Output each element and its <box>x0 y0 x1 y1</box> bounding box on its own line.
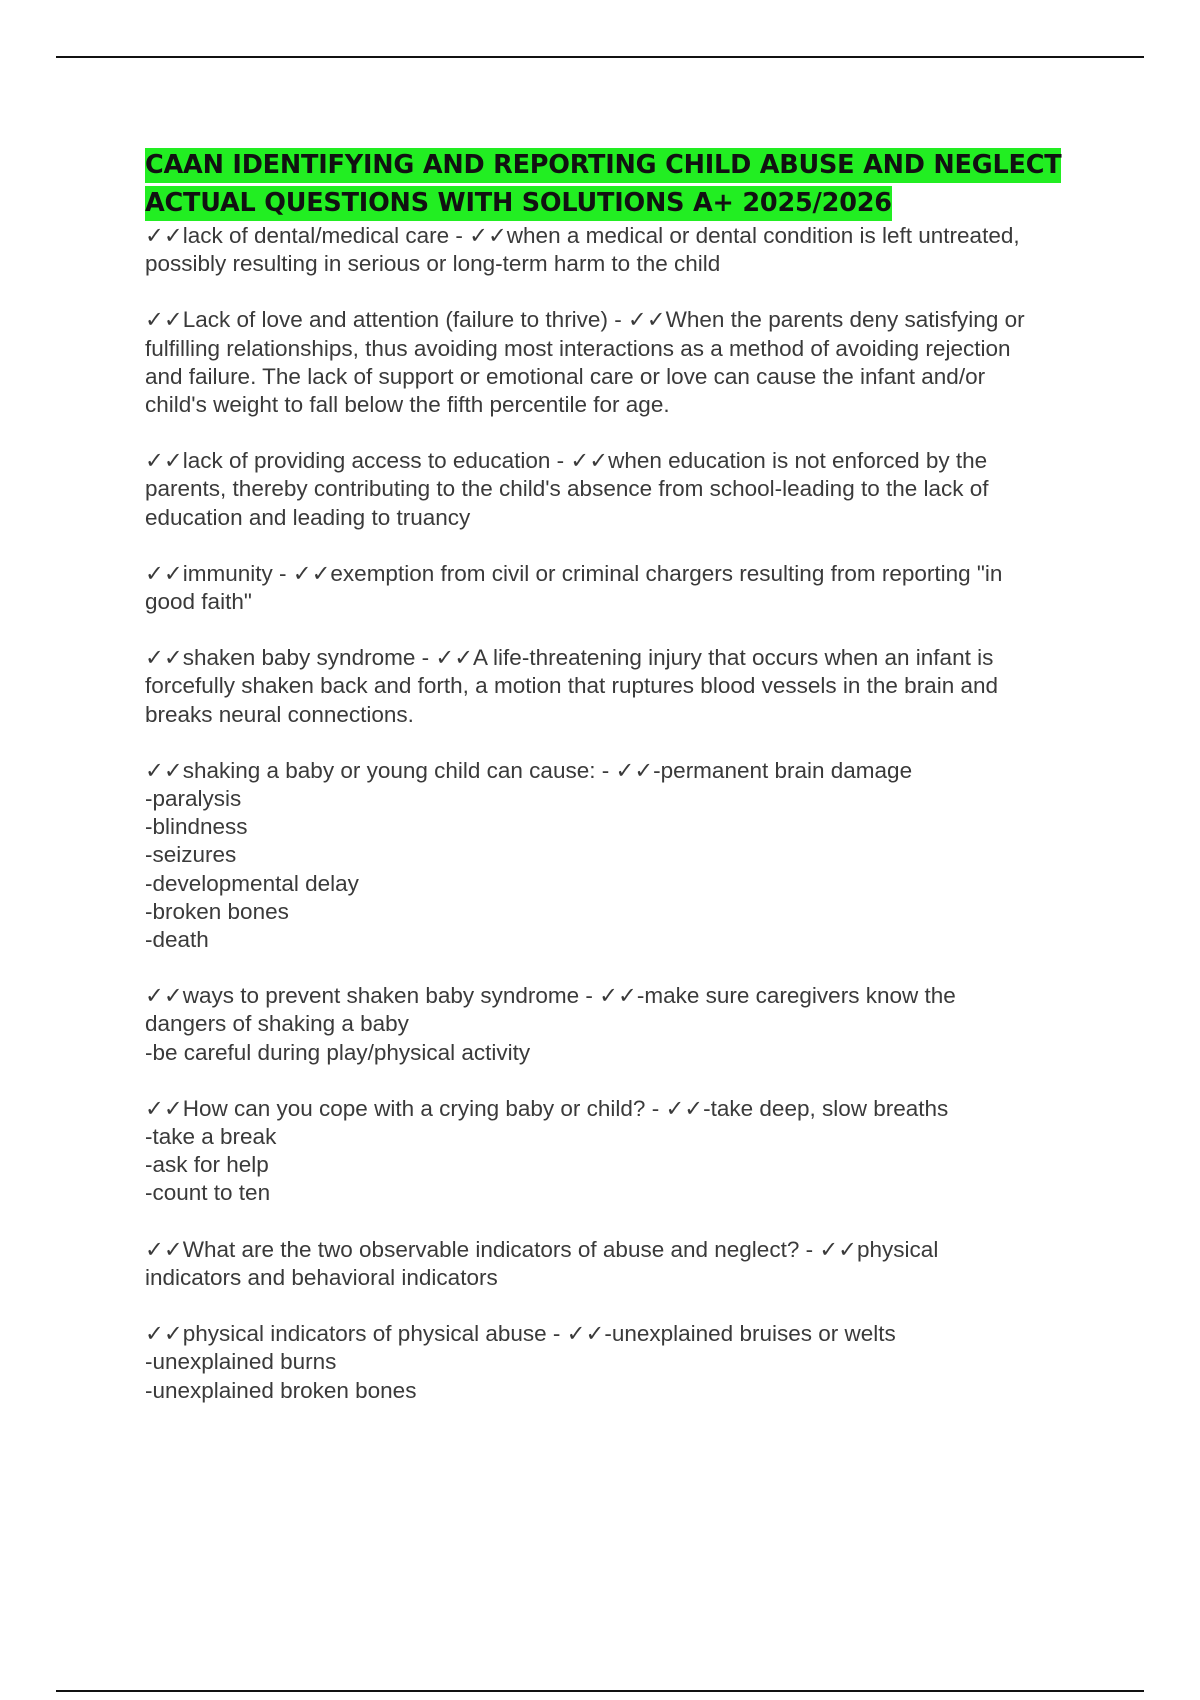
qa-entry <box>145 1095 1100 1208</box>
document-content <box>145 146 1100 1433</box>
entry-line: -unexplained broken bones <box>145 1377 417 1403</box>
entry-line: education and leading to truancy <box>145 504 471 530</box>
qa-entry <box>145 222 1100 278</box>
qa-entry <box>145 1320 1100 1405</box>
qa-entry <box>145 447 1100 532</box>
entry-line: -blindness <box>145 814 248 840</box>
entry-line: -unexplained burns <box>145 1349 337 1375</box>
title-line-2: ACTUAL QUESTIONS WITH SOLUTIONS A+ 2025/2026 <box>145 186 892 221</box>
entry-line: -seizures <box>145 842 237 868</box>
qa-list <box>145 222 1100 1405</box>
entry-line: good faith" <box>145 589 252 615</box>
qa-entry <box>145 1236 1100 1292</box>
entry-line: ✓✓shaking a baby or young child can cause: - ✓✓-permanent brain damage <box>145 757 913 783</box>
qa-entry <box>145 560 1100 616</box>
qa-entry <box>145 982 1100 1067</box>
entry-line: and failure. The lack of support or emotional care or love can cause the infant and/or <box>145 363 986 389</box>
entry-line: child's weight to fall below the fifth percentile for age. <box>145 392 670 418</box>
entry-line: ✓✓How can you cope with a crying baby or child? - ✓✓-take deep, slow breaths <box>145 1095 949 1121</box>
qa-entry <box>145 306 1100 419</box>
entry-line: breaks neural connections. <box>145 701 414 727</box>
entry-line: ✓✓physical indicators of physical abuse - ✓✓-unexplained bruises or welts <box>145 1321 896 1347</box>
entry-line: -death <box>145 927 209 953</box>
entry-line: ✓✓lack of dental/medical care - ✓✓when a medical or dental condition is left untreated, <box>145 223 1020 248</box>
entry-line: ✓✓ways to prevent shaken baby syndrome - ✓✓-make sure caregivers know the <box>145 983 956 1009</box>
entry-line: forcefully shaken back and forth, a motion that ruptures blood vessels in the brain and <box>145 673 999 699</box>
qa-entry <box>145 757 1100 954</box>
entry-line: fulfilling relationships, thus avoiding most interactions as a method of avoiding rejection <box>145 335 1011 361</box>
entry-line: ✓✓shaken baby syndrome - ✓✓A life-threatening injury that occurs when an infant is <box>145 645 994 671</box>
entry-line: indicators and behavioral indicators <box>145 1264 498 1290</box>
entry-line: ✓✓immunity - ✓✓exemption from civil or criminal chargers resulting from reporting "in <box>145 560 1003 586</box>
entry-line: parents, thereby contributing to the child's absence from school-leading to the lack of <box>145 476 989 502</box>
entry-line: ✓✓lack of providing access to education - ✓✓when education is not enforced by the <box>145 448 988 474</box>
entry-line: ✓✓Lack of love and attention (failure to thrive) - ✓✓When the parents deny satisfying or <box>145 307 1025 333</box>
entry-line: -count to ten <box>145 1180 271 1206</box>
entry-line: -broken bones <box>145 898 289 924</box>
entry-line: -developmental delay <box>145 870 359 896</box>
entry-line: ✓✓What are the two observable indicators of abuse and neglect? - ✓✓physical <box>145 1236 939 1262</box>
document-title <box>145 146 1100 222</box>
entry-line: possibly resulting in serious or long-term harm to the child <box>145 251 721 277</box>
entry-line: dangers of shaking a baby <box>145 1011 409 1037</box>
footer-rule <box>56 1690 1144 1692</box>
qa-entry <box>145 644 1100 729</box>
entry-line: -take a break <box>145 1124 277 1150</box>
title-line-1: CAAN IDENTIFYING AND REPORTING CHILD ABUSE AND NEGLECT <box>145 148 1061 183</box>
entry-line: -paralysis <box>145 786 242 812</box>
entry-line: -be careful during play/physical activity <box>145 1039 531 1065</box>
entry-line: -ask for help <box>145 1152 269 1178</box>
header-rule <box>56 56 1144 58</box>
